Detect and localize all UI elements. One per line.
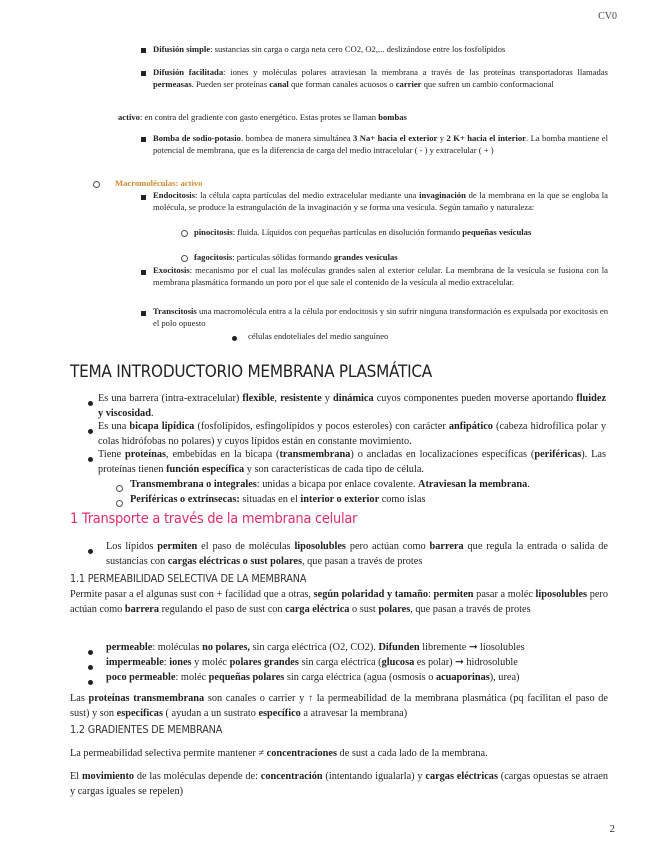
bullet-circle xyxy=(116,499,123,510)
list-item-fagocitosis: fagocitosis: partículas sólidas formando grandes vesículas xyxy=(194,252,398,262)
bullet-square xyxy=(141,193,146,202)
list-item-difusion-facilitada: Difusión facilitada: iones y moléculas polares atraviesan la membrana a través de las proteínas transportadoras llamadas permeasas. Pueden ser proteínas canal que forman canales acuosos o carrier que sufren un cambio conformacional xyxy=(153,67,609,90)
bullet-square xyxy=(141,309,146,318)
tema-bullet-2: Es una bicapa lipídica (fosfolípidos, esfingolípidos y pocos esteroles) con carácter anfipático (cabeza hidrofílica polar y colas hidrófobas no polares) y cuyos lípidos están en constante movimiento. xyxy=(98,421,607,447)
bullet-square xyxy=(141,268,146,277)
bullet-dot xyxy=(88,662,93,673)
tema-sub-perifericas: Periféricas o extrínsecas: situadas en el interior o exterior como islas xyxy=(130,494,426,505)
bullet-circle xyxy=(181,230,188,239)
tema-title: TEMA INTRODUCTORIO MEMBRANA PLASMÁTICA xyxy=(70,362,432,382)
list-item-endocitosis: Endocitosis: la célula capta partículas del medio extracelular mediante una invaginación de la membrana en la que se engloba la molécula, se produce la estrangulación de la invaginación y se forma una vesícula. Según tamaño y naturaleza: xyxy=(153,190,608,213)
section-1-bullet: Los lípidos permiten el paso de moléculas liposolubles pero actúan como barrera que regula la entrada o salida de sustancias con cargas eléctricas o sust polares, que pasan a través de protes xyxy=(106,541,608,567)
bullet-square xyxy=(141,135,146,144)
bullet-dot xyxy=(88,546,93,557)
section-1-2-paragraph-1: La permeabilidad selectiva permite mantener ≠ concentraciones de sust a cada lado de la membrana. xyxy=(70,748,488,759)
bullet-circle xyxy=(181,255,188,264)
bullet-dot xyxy=(88,647,93,658)
tema-sub-transmembrana: Transmembrana o integrales: unidas a bicapa por enlace covalente. Atraviesan la membrana. xyxy=(130,479,530,490)
list-item-difusion-simple: Difusión simple: sustancias sin carga o carga neta cero CO2, O2,... deslizándose entre los fosfolípidos xyxy=(153,44,506,54)
bullet-dot xyxy=(232,334,237,343)
list-item-impermeable: impermeable: iones y moléc polares grandes sin carga eléctrica (glucosa es polar) ➞ hidrosoluble xyxy=(106,657,518,668)
section-1-1-title: 1.1 PERMEABILIDAD SELECTIVA DE LA MEMBRANA xyxy=(70,572,307,585)
section-1-2-paragraph-2: El movimiento de las moléculas depende de: concentración (intentando igualarla) y cargas eléctricas (cargas opuestas se atraen y cargas iguales se repelen) xyxy=(70,771,608,797)
section-1-title: 1 Transporte a través de la membrana celular xyxy=(70,511,358,527)
list-item-permeable: permeable: moléculas no polares, sin carga eléctrica (O2, CO2). Difunden libremente ➞ liosolubles xyxy=(106,642,525,653)
tema-bullet-1: Es una barrera (intra-extracelular) flexible, resistente y dinámica cuyos componentes pueden moverse aportando fluidez y viscosidad. xyxy=(98,393,607,419)
section-1-1-proteins-paragraph: Las proteínas transmembrana son canales o carrier y ↑ la permeabilidad de la membrana plasmática (pq facilitan el paso de sust) y son específicas ( ayudan a un sustrato específico a atravesar la membrana) xyxy=(70,693,608,719)
page-header: CV0 xyxy=(598,11,617,22)
list-item-exocitosis: Exocitosis: mecanismo por el cual las moléculas grandes salen al exterior celular. La membrana de la vesícula se fusiona con la membrana plasmática formando un poro por el que sale el contenido de la vesícula al medio extracelular. xyxy=(153,265,608,288)
activo-line: activo: en contra del gradiente con gasto energético. Estas protes se llaman bombas xyxy=(118,112,407,122)
bullet-dot xyxy=(88,398,93,409)
bullet-circle xyxy=(93,181,100,190)
macro-title: Macromoléculas: activo xyxy=(115,178,203,188)
tema-bullet-3: Tiene proteínas, embebidas en la bicapa (transmembrana) o ancladas en localizaciones específicas (periféricas). Las proteínas tienen función específica y son características de cada tipo de célula. xyxy=(98,449,606,475)
bullet-square xyxy=(141,69,146,78)
bullet-dot xyxy=(88,426,93,437)
list-item-endoteliales: células endoteliales del medio sanguíneo xyxy=(248,331,389,341)
bullet-dot xyxy=(88,454,93,465)
list-item-transcitosis: Transcitosis una macromolécula entra a la célula por endocitosis y sin sufrir ninguna transformación es expulsada por exocitosis en el polo opuesto xyxy=(153,306,608,329)
page-number: 2 xyxy=(609,823,615,835)
list-item-pinocitosis: pinocitosis: fluida. Líquidos con pequeñas partículas en disolución formando pequeñas vesículas xyxy=(194,227,532,237)
list-item-poco-permeable: poco permeable: moléc pequeñas polares sin carga eléctrica (agua (osmosis o acuaporinas), urea) xyxy=(106,672,520,683)
bullet-square xyxy=(141,46,146,55)
list-item-bomba-sodio-potasio: Bomba de sodio-potasio. bombea de manera simultánea 3 Na+ hacia el exterior y 2 K+ hacia el interior. La bomba mantiene el potencial de membrana, que es la diferencia de carga del medio intracelular ( - ) y extracelular ( + ) xyxy=(153,133,608,156)
section-1-1-paragraph: Permite pasar a el algunas sust con + facilidad que a otras, según polaridad y tamaño: permiten pasar a moléc liposolubles pero actúan como barrera regulando el paso de sust con carga eléctrica o sust polares, que pasan a través de protes xyxy=(70,589,608,615)
bullet-circle xyxy=(116,484,123,495)
section-1-2-title: 1.2 GRADIENTES DE MEMBRANA xyxy=(70,723,223,736)
bullet-dot xyxy=(88,677,93,688)
